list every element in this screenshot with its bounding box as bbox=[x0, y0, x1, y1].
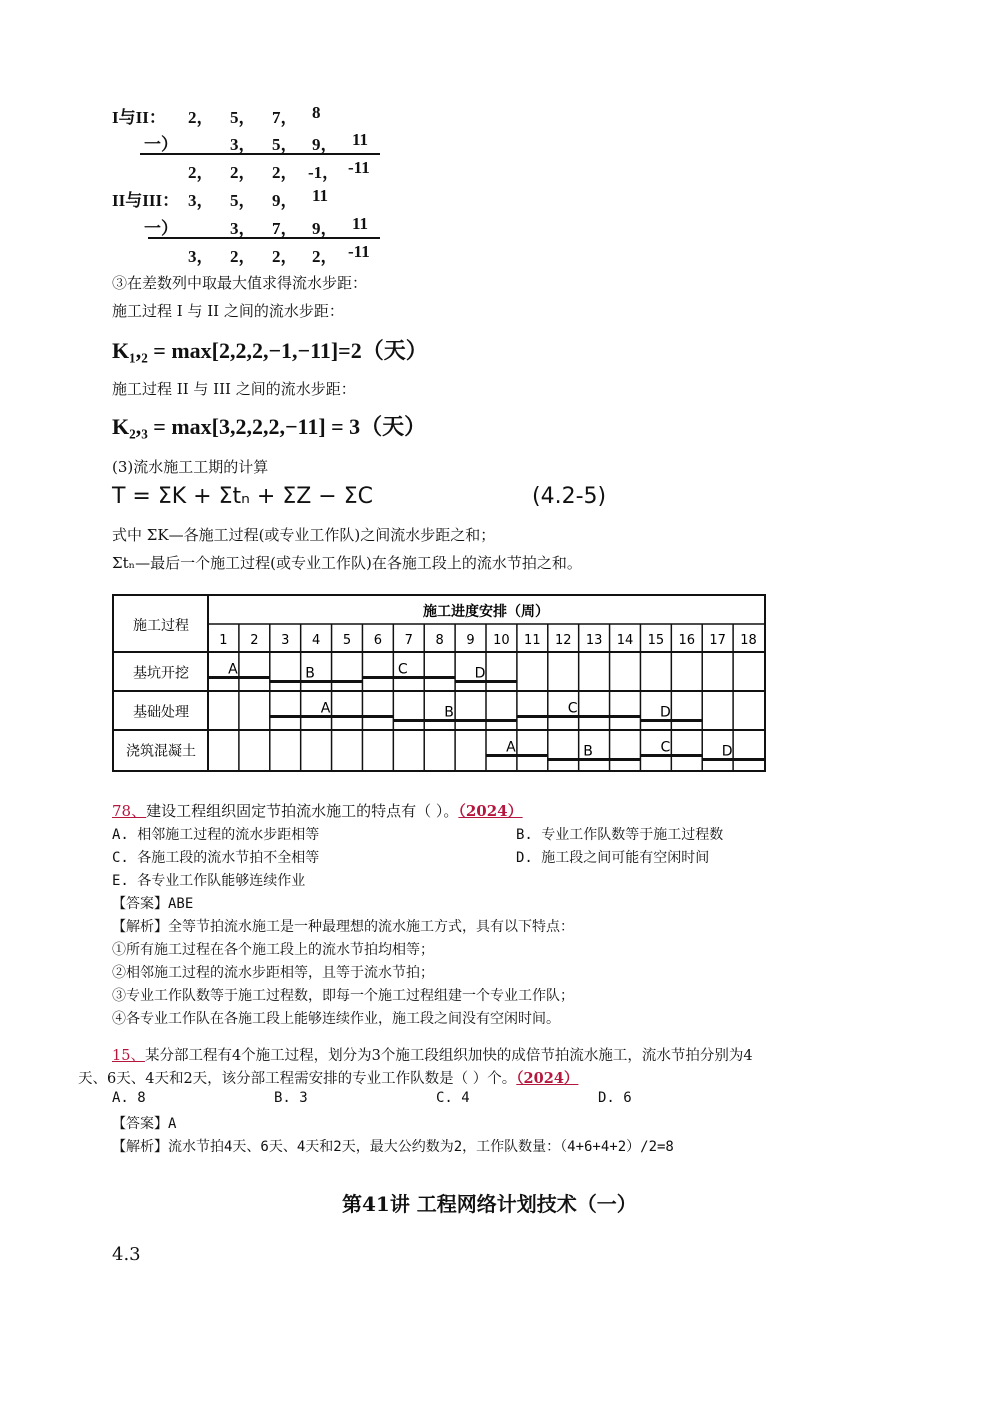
diff-cell: -11 bbox=[348, 242, 370, 261]
q15-year: （2024） bbox=[516, 1070, 579, 1087]
k23-intro: 施工过程 II 与 III 之间的流水步距： bbox=[112, 380, 356, 398]
diff-rule bbox=[148, 237, 380, 239]
q78-stem: 建设工程组织固定节拍流水施工的特点有（ ）。 bbox=[146, 802, 459, 820]
section-number: 4.3 bbox=[112, 1244, 141, 1265]
q15-number: 15、 bbox=[112, 1048, 145, 1064]
definition-tn: Σtₙ—最后一个施工过程(或专业工作队)在各施工段上的流水节拍之和。 bbox=[112, 554, 582, 572]
diff-cell: 3， bbox=[230, 135, 256, 154]
week-label: 10 bbox=[493, 633, 510, 648]
bar-label: A bbox=[228, 661, 238, 678]
row-label: 基础处理 bbox=[133, 704, 189, 721]
week-label: 9 bbox=[466, 633, 475, 648]
q78-answer: 【答案】ABE bbox=[112, 896, 194, 912]
bar-label: C bbox=[567, 700, 578, 717]
diff-label: 一） bbox=[144, 219, 178, 238]
diff-cell: 2， bbox=[272, 163, 298, 182]
duration-formula: T = ΣK + Σtₙ + ΣZ − ΣC bbox=[112, 484, 373, 509]
diff-label: II与III： bbox=[112, 191, 180, 210]
bar-label: C bbox=[397, 661, 408, 678]
bar-label: D bbox=[721, 743, 733, 760]
diff-label: I与II： bbox=[112, 108, 166, 127]
q78-option-a: A. 相邻施工过程的流水步距相等 bbox=[112, 827, 320, 843]
diff-cell: 11 bbox=[312, 186, 329, 205]
week-label: 8 bbox=[435, 633, 444, 648]
header-process: 施工过程 bbox=[133, 618, 189, 634]
q15-stem2: 天、6天、4天和2天，该分部工程需安排的专业工作队数是（ ）个。 bbox=[78, 1071, 517, 1087]
q15-stem1: 某分部工程有4个施工过程，划分为3个施工段组织加快的成倍节拍流水施工，流水节拍分别为4 bbox=[144, 1048, 753, 1064]
q15-analysis: 【解析】流水节拍4天、6天、4天和2天，最大公约数为2，工作队数量：（4+6+4+2）/2=8 bbox=[112, 1139, 674, 1155]
q78-stem-line bbox=[112, 800, 523, 821]
week-label: 16 bbox=[678, 633, 696, 648]
schedule-svg bbox=[114, 596, 764, 770]
diff-cell: 3， bbox=[230, 219, 256, 238]
q78-option-d: D. 施工段之间可能有空闲时间 bbox=[516, 850, 710, 866]
q78-analysis-point: ②相邻施工过程的流水步距相等，且等于流水节拍； bbox=[112, 965, 434, 981]
q78-option-e: E. 各专业工作队能够连续作业 bbox=[112, 873, 306, 889]
diff-cell: 2， bbox=[312, 247, 338, 266]
q78-analysis-title: 【解析】全等节拍流水施工是一种最理想的流水施工方式，具有以下特点： bbox=[112, 919, 574, 935]
week-label: 3 bbox=[281, 633, 290, 648]
diff-cell: 11 bbox=[352, 130, 369, 149]
week-label: 5 bbox=[342, 633, 352, 648]
week-label: 11 bbox=[524, 633, 541, 648]
diff-cell: 2， bbox=[188, 108, 214, 127]
q15-stem-line2 bbox=[78, 1067, 578, 1088]
diff-cell: 2， bbox=[272, 247, 298, 266]
week-label: 7 bbox=[404, 633, 413, 648]
diff-cell: 2， bbox=[188, 163, 214, 182]
q15-option-a: A. 8 bbox=[112, 1090, 146, 1106]
diff-cell: 2， bbox=[230, 247, 256, 266]
q78-option-b: B. 专业工作队数等于施工过程数 bbox=[516, 827, 724, 843]
diff-cell: 5， bbox=[230, 191, 256, 210]
definition-k: 式中 ΣK—各施工过程(或专业工作队)之间流水步距之和； bbox=[112, 526, 496, 544]
diff-rule bbox=[140, 153, 380, 155]
q78-option-c: C. 各施工段的流水节拍不全相等 bbox=[112, 850, 320, 866]
diff-cell: 3， bbox=[188, 247, 214, 266]
q78-year: （2024） bbox=[458, 802, 523, 820]
k23-formula: K₂,₃ = max[3,2,2,2,−11] = 3（天） bbox=[112, 414, 427, 439]
week-label: 18 bbox=[740, 633, 757, 648]
formula-number: (4.2-5) bbox=[532, 484, 607, 509]
diff-cell: 2， bbox=[230, 163, 256, 182]
q78-analysis-point: ④各专业工作队在各施工段上能够连续作业，施工段之间没有空闲时间。 bbox=[112, 1011, 560, 1027]
q15-option-d: D. 6 bbox=[598, 1090, 632, 1106]
q15-stem-line1 bbox=[112, 1044, 753, 1065]
q78-number: 78、 bbox=[112, 802, 147, 820]
q78-analysis-point: ③专业工作队数等于施工过程数，即每一个施工过程组建一个专业工作队； bbox=[112, 988, 574, 1004]
row-label: 基坑开挖 bbox=[133, 665, 189, 682]
diff-label: 一） bbox=[144, 135, 178, 154]
q15-option-c: C. 4 bbox=[436, 1090, 470, 1106]
header-schedule: 施工进度安排（周） bbox=[423, 604, 549, 620]
lecture-title: 第41讲 工程网络计划技术（一） bbox=[342, 1192, 637, 1216]
bar-label: A bbox=[506, 739, 516, 756]
bar-label: A bbox=[320, 700, 331, 717]
step3-title: ③在差数列中取最大值求得流水步距： bbox=[112, 274, 368, 292]
week-label: 15 bbox=[647, 633, 665, 648]
diff-cell: 7， bbox=[272, 219, 298, 238]
diff-cell: -11 bbox=[348, 158, 370, 177]
bar-label: B bbox=[305, 665, 315, 682]
diff-cell: 9， bbox=[312, 219, 338, 238]
bar-label: B bbox=[444, 704, 454, 721]
row-label: 浇筑混凝土 bbox=[126, 743, 196, 760]
week-label: 12 bbox=[554, 633, 572, 648]
diff-cell: 3， bbox=[188, 191, 214, 210]
diff-cell: 11 bbox=[352, 214, 369, 233]
bar-label: D bbox=[474, 665, 486, 682]
diff-cell: -1， bbox=[308, 163, 340, 182]
week-label: 1 bbox=[219, 633, 228, 648]
week-label: 14 bbox=[616, 633, 634, 648]
diff-cell: 9， bbox=[272, 191, 298, 210]
k12-formula: K₁,₂ = max[2,2,2,−1,−11]=2（天） bbox=[112, 338, 428, 363]
q78-analysis-point: ①所有施工过程在各个施工段上的流水节拍均相等； bbox=[112, 942, 434, 958]
week-label: 2 bbox=[250, 633, 259, 648]
diff-cell: 9， bbox=[312, 135, 338, 154]
q15-answer: 【答案】A bbox=[112, 1116, 177, 1132]
week-label: 4 bbox=[311, 633, 321, 648]
k12-intro: 施工过程 I 与 II 之间的流水步距： bbox=[112, 302, 344, 320]
bar-label: D bbox=[659, 704, 671, 721]
q15-option-b: B. 3 bbox=[274, 1090, 308, 1106]
section-3-title: (3)流水施工工期的计算 bbox=[112, 458, 269, 476]
week-label: 6 bbox=[373, 633, 383, 648]
week-label: 13 bbox=[585, 633, 603, 648]
diff-cell: 7， bbox=[272, 108, 298, 127]
bar-label: C bbox=[660, 739, 671, 756]
diff-cell: 5， bbox=[230, 108, 256, 127]
week-label: 17 bbox=[709, 633, 726, 648]
schedule-chart bbox=[112, 594, 766, 772]
diff-cell: 5， bbox=[272, 135, 298, 154]
bar-label: B bbox=[583, 743, 593, 760]
diff-cell: 8 bbox=[312, 103, 321, 122]
